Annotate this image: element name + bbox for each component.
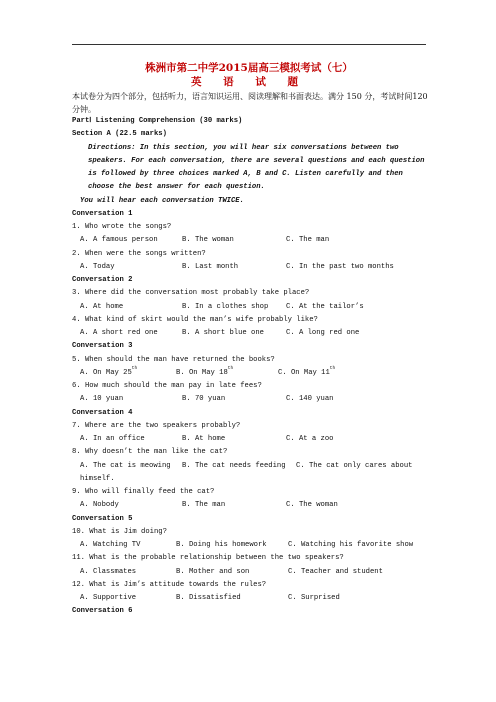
- question: 1. Who wrote the songs?: [72, 223, 172, 231]
- option-b: B. The cat needs feeding: [182, 461, 286, 470]
- option-c: C. At the tailor’s: [286, 302, 364, 311]
- option-c: C. The cat only cares about himself.: [80, 461, 413, 483]
- exam-subject: 英 语 试 题: [191, 76, 307, 88]
- question-options: [72, 327, 430, 340]
- option-a: A. Supportive: [80, 594, 137, 602]
- option-c: C. At a zoo: [286, 435, 334, 443]
- question-options: [72, 460, 430, 487]
- question: 5. When should the man have returned the books?: [72, 355, 275, 364]
- option-b: B. 70 yuan: [182, 395, 226, 404]
- question: 8. Why doesn’t the man like the cat?: [72, 448, 228, 457]
- question-options: [72, 367, 430, 380]
- question: 2. When were the songs written?: [72, 249, 206, 258]
- question-options: [72, 592, 430, 605]
- option-a: A. A short red one: [80, 329, 158, 337]
- question: 7. Where are the two speakers probably?: [72, 421, 241, 430]
- question: 9. Who will finally feed the cat?: [72, 488, 215, 496]
- question: 12. What is Jim’s attitude towards the rules?: [72, 580, 267, 589]
- option-b: B. Mother and son: [176, 567, 250, 576]
- conversation-label: Conversation 4: [72, 408, 133, 417]
- conversation-label: Conversation 1: [72, 209, 133, 218]
- option-c: C. The man: [286, 236, 330, 245]
- option-b: B. The man: [182, 501, 226, 510]
- option-c: C. On May 11th: [278, 365, 336, 377]
- option-a: A. The cat is meowing: [80, 461, 171, 470]
- question: 4. What kind of skirt would the man’s wife probably like?: [72, 315, 318, 324]
- option-a: A. At home: [80, 302, 124, 311]
- conversation-label: Conversation 3: [72, 342, 133, 351]
- option-a: A. On May 25th: [80, 365, 138, 377]
- option-a: A. In an office: [80, 435, 145, 443]
- option-c: C. 140 yuan: [286, 395, 334, 404]
- option-b: B. In a clothes shop: [182, 302, 269, 311]
- directions-text: In this section, you will hear six conversations between two speakers. For each conversation, there are several questions and each question is followed by three choices marked A, B and C. Listen carefully and then choose the best answer for each question.: [88, 143, 425, 192]
- question-options: [72, 499, 430, 512]
- option-b: B. A short blue one: [182, 329, 264, 337]
- question-options: [72, 539, 430, 552]
- option-c: C. Teacher and student: [288, 567, 383, 576]
- exam-title: 株洲市第二中学2015届高三模拟考试（七）: [145, 62, 353, 74]
- option-b: B. At home: [182, 435, 226, 443]
- question: 11. What is the probable relationship between the two speakers?: [72, 554, 344, 563]
- option-a: A. Watching TV: [80, 541, 141, 549]
- option-b: B. Doing his homework: [176, 541, 267, 549]
- question-options: [72, 393, 430, 406]
- option-c: C. Watching his favorite show: [288, 541, 414, 549]
- option-b: B. On May 18th: [176, 365, 234, 377]
- option-c: C. Surprised: [288, 594, 340, 602]
- option-a: A. Classmates: [80, 567, 137, 576]
- section-heading: Section A (22.5 marks): [72, 130, 167, 139]
- option-b: B. Dissatisfied: [176, 594, 241, 602]
- twice-note: You will hear each conversation TWICE.: [80, 196, 244, 205]
- question-options: [72, 234, 430, 247]
- option-c: C. The woman: [286, 501, 338, 510]
- conversation-label: Conversation 5: [72, 514, 133, 523]
- question-options: [72, 261, 430, 274]
- option-c: C. In the past two months: [286, 262, 394, 271]
- option-a: A. A famous person: [80, 236, 158, 245]
- part-heading: PartⅠ Listening Comprehension (30 marks): [72, 117, 243, 125]
- option-a: A. 10 yuan: [80, 395, 124, 404]
- question-options: [72, 566, 430, 579]
- question: 3. Where did the conversation most probably take place?: [72, 289, 310, 298]
- option-a: A. Nobody: [80, 501, 119, 510]
- question-options: [72, 301, 430, 314]
- option-a: A. Today: [80, 262, 115, 271]
- conversation-label: Conversation 6: [72, 607, 133, 616]
- directions-label: Directions:: [88, 143, 136, 152]
- option-c: C. A long red one: [286, 329, 360, 337]
- question: 6. How much should the man pay in late fees?: [72, 382, 262, 390]
- exam-intro: 本试卷分为四个部分，包括听力，语言知识运用、阅读理解和书面表达。满分 150 分，考试时间120分钟。: [72, 92, 428, 114]
- option-b: B. The woman: [182, 236, 234, 245]
- conversation-label: Conversation 2: [72, 276, 133, 284]
- header-rule: [72, 44, 426, 45]
- option-b: B. Last month: [182, 262, 239, 271]
- listening-section: [72, 115, 430, 619]
- question: 10. What is Jim doing?: [72, 527, 167, 536]
- question-options: [72, 433, 430, 446]
- directions: [72, 142, 430, 195]
